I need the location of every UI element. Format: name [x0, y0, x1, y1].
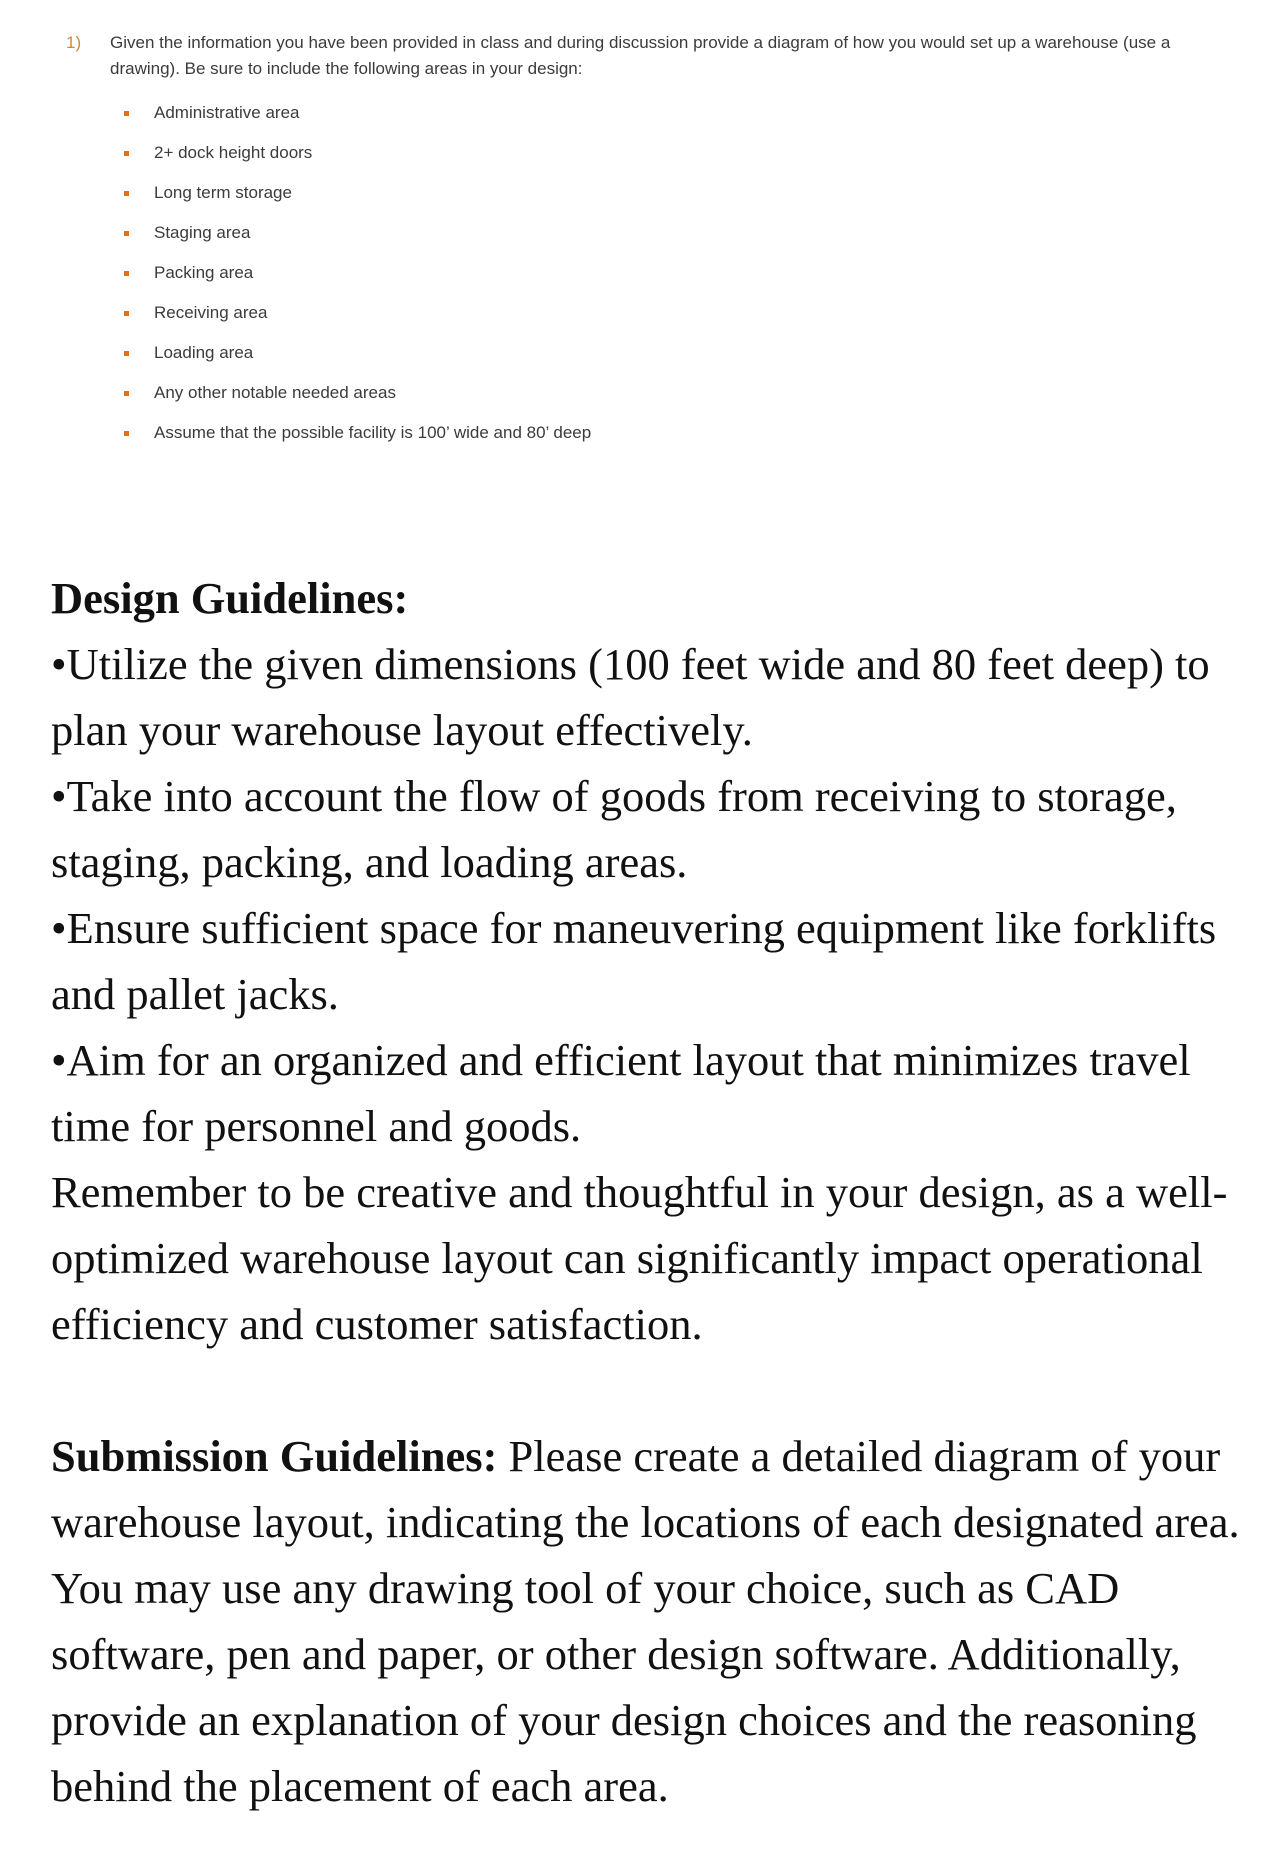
square-bullet-icon — [124, 351, 129, 356]
square-bullet-icon — [124, 431, 129, 436]
list-item-text: Packing area — [154, 263, 254, 282]
design-guidelines-heading: Design Guidelines: — [51, 573, 409, 623]
required-areas-list — [66, 93, 1236, 453]
submission-guidelines-text: Please create a detailed diagram of your warehouse layout, indicating the locations of each designated area. You may use any drawing tool of your choice, such as CAD software, pen and paper, or other design software. Additionally, provide an explanation of your design choices and the reasoning behind the placement of each area. — [51, 1431, 1240, 1811]
square-bullet-icon — [124, 391, 129, 396]
list-item-text: Staging area — [154, 223, 251, 242]
list-item-text: Long term storage — [154, 183, 292, 202]
question-text: Given the information you have been provided in class and during discussion provide a diagram of how you would set up a warehouse (use a drawing). Be sure to include the following areas in your design: — [110, 33, 1171, 78]
list-item — [124, 293, 1236, 333]
list-item-text: Assume that the possible facility is 100’ wide and 80’ deep — [154, 423, 592, 442]
question-row — [66, 30, 1236, 82]
guideline-bullet: •Aim for an organized and efficient layout that minimizes travel time for personnel and goods. — [51, 1035, 1191, 1151]
design-guidelines-closing: Remember to be creative and thoughtful in your design, as a well-optimized warehouse layout can significantly impact operational efficiency and customer satisfaction. — [51, 1167, 1228, 1349]
question-number: 1) — [66, 33, 82, 52]
square-bullet-icon — [124, 311, 129, 316]
guideline-bullet: •Take into account the flow of goods from receiving to storage, staging, packing, and loading areas. — [51, 771, 1177, 887]
list-item — [124, 413, 1236, 453]
list-item — [124, 333, 1236, 373]
guideline-bullet: •Utilize the given dimensions (100 feet wide and 80 feet deep) to plan your warehouse layout effectively. — [51, 639, 1210, 755]
list-item — [124, 253, 1236, 293]
list-item-text: Administrative area — [154, 103, 300, 122]
assignment-question — [66, 30, 1236, 453]
list-item — [124, 213, 1236, 253]
submission-guidelines-label: Submission Guidelines: — [51, 1431, 498, 1481]
square-bullet-icon — [124, 191, 129, 196]
square-bullet-icon — [124, 231, 129, 236]
submission-guidelines — [51, 1423, 1241, 1819]
list-item — [124, 373, 1236, 413]
list-item-text: Any other notable needed areas — [154, 383, 396, 402]
list-item-text: Loading area — [154, 343, 254, 362]
list-item-text: 2+ dock height doors — [154, 143, 313, 162]
square-bullet-icon — [124, 151, 129, 156]
square-bullet-icon — [124, 271, 129, 276]
list-item — [124, 173, 1236, 213]
list-item-text: Receiving area — [154, 303, 268, 322]
paragraph-spacer — [51, 1357, 1241, 1423]
guideline-bullet: •Ensure sufficient space for maneuvering equipment like forklifts and pallet jacks. — [51, 903, 1217, 1019]
list-item — [124, 93, 1236, 133]
square-bullet-icon — [124, 111, 129, 116]
guidelines-content — [51, 565, 1241, 1819]
list-item — [124, 133, 1236, 173]
